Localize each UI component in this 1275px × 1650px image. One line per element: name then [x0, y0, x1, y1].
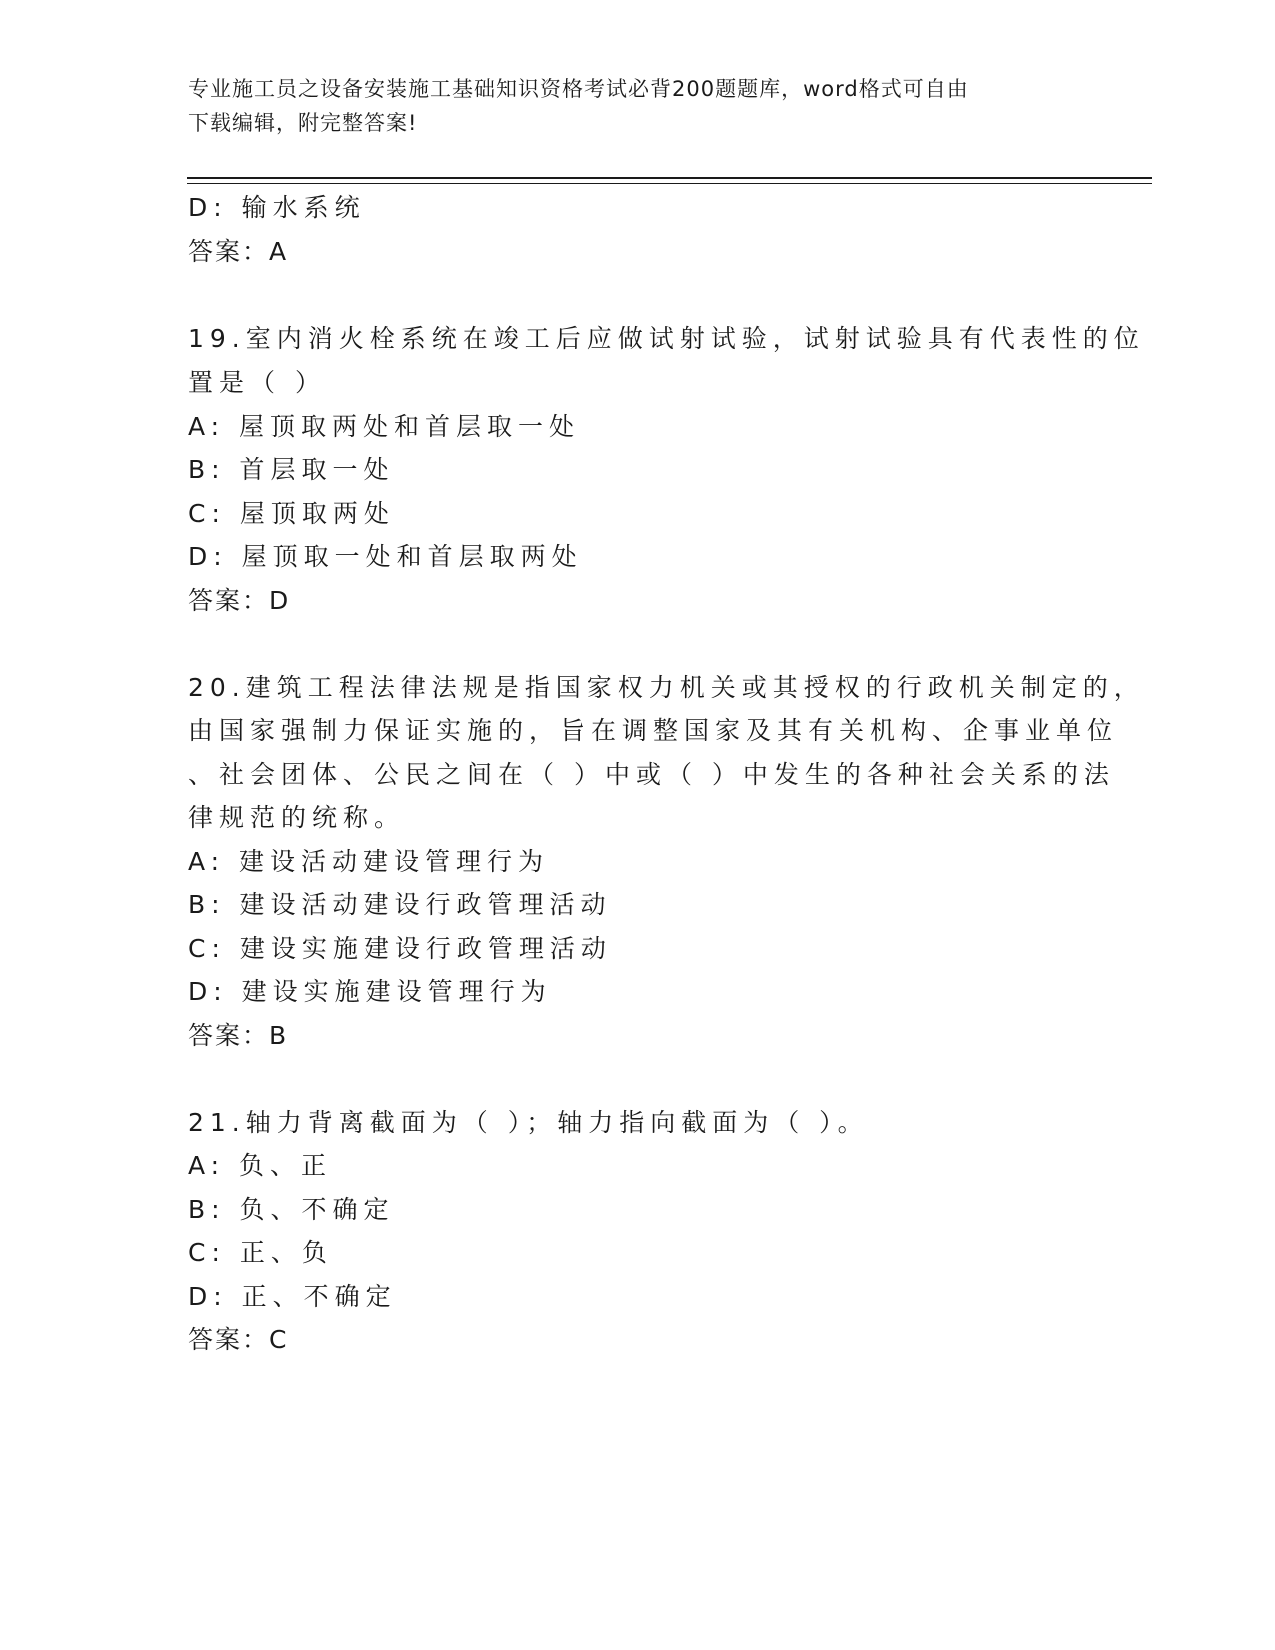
q18-option-d: D: 输水系统	[188, 193, 366, 222]
q19-option-a: A: 屋顶取两处和首层取一处	[188, 412, 581, 441]
q19-stem-line-1: 19.室内消火栓系统在竣工后应做试射试验，试射试验具有代表性的位	[188, 324, 1145, 353]
q19-stem-line-2: 置是（ ）	[188, 368, 326, 397]
q20-stem-line-2: 由国家强制力保证实施的，旨在调整国家及其有关机构、企事业单位	[188, 716, 1119, 745]
q18-answer: 答案：A	[188, 237, 289, 266]
header-divider-thin	[187, 183, 1152, 184]
q21-answer: 答案：C	[188, 1325, 289, 1354]
q21-option-a: A: 负、正	[188, 1151, 333, 1180]
q21-option-c: C: 正、负	[188, 1238, 333, 1267]
header-title-line-2: 下载编辑，附完整答案!	[188, 111, 418, 135]
q19-option-c: C: 屋顶取两处	[188, 499, 395, 528]
document-header	[188, 72, 1088, 140]
q20-option-c: C: 建设实施建设行政管理活动	[188, 934, 612, 963]
q20-option-a: A: 建设活动建设管理行为	[188, 847, 550, 876]
q20-stem-line-3: 、社会团体、公民之间在（ ）中或（ ）中发生的各种社会关系的法	[188, 760, 1115, 789]
q20-stem-line-4: 律规范的统称。	[188, 803, 406, 832]
header-title-line-1: 专业施工员之设备安装施工基础知识资格考试必背200题题库，word格式可自由	[188, 77, 969, 101]
header-divider-thick	[187, 177, 1152, 179]
q19-option-d: D: 屋顶取一处和首层取两处	[188, 542, 583, 571]
q21-option-b: B: 负、不确定	[188, 1195, 395, 1224]
q19-answer: 答案：D	[188, 586, 291, 615]
q21-option-d: D: 正、不确定	[188, 1282, 397, 1311]
q19-option-b: B: 首层取一处	[188, 455, 395, 484]
q20-option-b: B: 建设活动建设行政管理活动	[188, 890, 612, 919]
q20-stem-line-1: 20.建筑工程法律法规是指国家权力机关或其授权的行政机关制定的，	[188, 673, 1145, 702]
q21-stem-line-1: 21.轴力背离截面为（ ）；轴力指向截面为（ ）。	[188, 1108, 869, 1137]
q20-answer: 答案：B	[188, 1021, 289, 1050]
q20-option-d: D: 建设实施建设管理行为	[188, 977, 552, 1006]
